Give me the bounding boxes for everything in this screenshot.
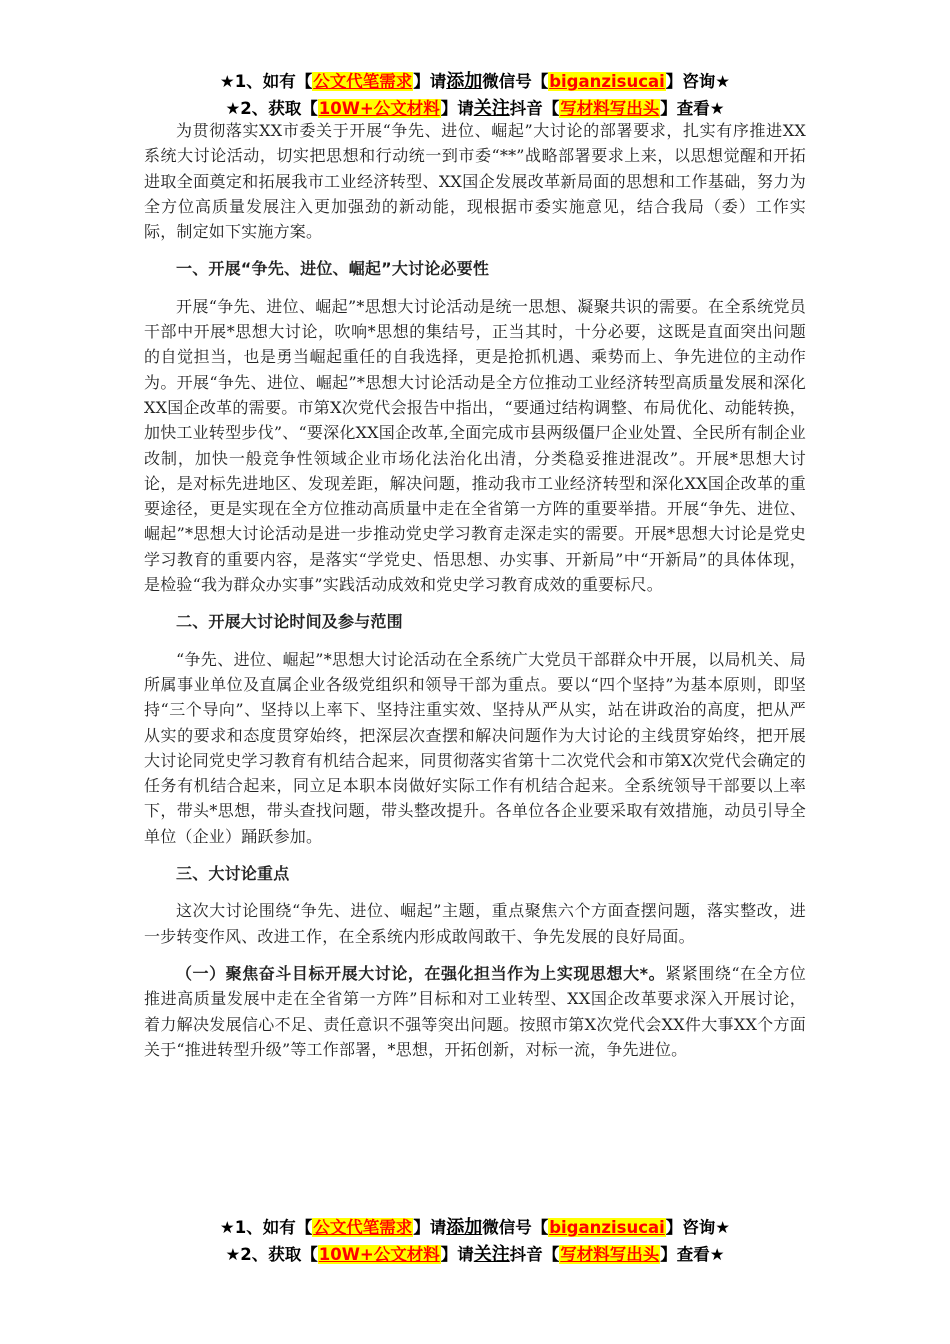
item-1-heading: （一）聚焦奋斗目标开展大讨论，在强化担当作为上实现思想大*。 [176,963,666,983]
section-1-paragraph: 开展“争先、进位、崛起”*思想大讨论活动是统一思想、凝聚共识的需要。在全系统党员干部中开展*思想大讨论，吹响*思想的集结号，正当其时，十分必要，这既是直面突出问题的自觉担当，也是勇当崛起重任的自我选择，更是抢抓机遇、乘势而上、争先进位的主动作为。开展“争先、进位、崛起”*思想大讨论活动是全方位推动工业经济转型高质量发展和深化XX国企改革的需要。市第X次党代会报告中指出，“要通过结构调整、布局优化、动能转换，加快工业转型步伐”、“要深化XX国企改革,全面完成市县两级僵尸企业处置、全民所有制企业改制，加快一般竞争性领域企业市场化法治化出清，分类稳妥推进混改”。开展*思想大讨论，是对标先进地区、发现差距，解决问题，推动我市工业经济转型和深化XX国企改革的重要途径，更是实现在全方位推动高质量中走在全省第一方阵的重要举措。开展“争先、进位、崛起”*思想大讨论活动是进一步推动党史学习教育走深走实的需要。开展*思想大讨论是党史学习教育的重要内容，是落实“学党史、悟思想、办实事、开新局”中“开新局”的具体体现，是检验“我为群众办实事”实践活动成效和党史学习教育成效的重要标尺。 [144,296,806,595]
promo-highlight: biganzisucai [549,72,665,91]
section-3-heading: 三、大讨论重点 [176,864,290,884]
section-1-heading: 一、开展“争先、进位、崛起”大讨论必要性 [176,259,490,279]
promo-banner-top [0,68,950,122]
promo-line-2: ★2、获取【10W+公文材料】请关注抖音【写材料写出头】查看★ [225,98,725,119]
promo-highlight: 公文代笔需求 [313,72,413,91]
promo-highlight: 公文代笔需求 [313,1218,413,1237]
promo-line-1: ★1、如有【公文代笔需求】请添加微信号【biganzisucai】咨询★ [219,71,731,92]
promo-line-1: ★1、如有【公文代笔需求】请添加微信号【biganzisucai】咨询★ [219,1217,731,1238]
section-2-heading: 二、开展大讨论时间及参与范围 [176,612,403,632]
promo-highlight: 写材料写出头 [560,1245,660,1264]
promo-highlight: biganzisucai [549,1218,665,1237]
promo-highlight: 写材料写出头 [560,99,660,118]
promo-highlight: 10W+公文材料 [318,1245,440,1264]
item-1-text: 紧紧围绕“在全方位推进高质量发展中走在全省第一方阵”目标和对工业转型、XX国企改革要求深入开展讨论，着力解决发展信心不足、责任意识不强等突出问题。按照市第X次党代会XX件大事XX个方面关于“推进转型升级”等工作部署，*思想，开拓创新，对标一流，争先进位。 [144,963,806,1059]
section-2-paragraph: “争先、进位、崛起”*思想大讨论活动在全系统广大党员干部群众中开展，以局机关、局所属事业单位及直属企业各级党组织和领导干部为重点。要以“四个坚持”为基本原则，即坚持“三个导向”、坚持以上率下、坚持注重实效、坚持从严从实，站在讲政治的高度，把从严从实的要求和态度贯穿始终，把深层次查摆和解决问题作为大讨论的主线贯穿始终，把开展大讨论同党史学习教育有机结合起来，同贯彻落实省第十二次党代会和市第X次党代会确定的任务有机结合起来，同立足本职本岗做好实际工作有机结合起来。全系统领导干部要以上率下，带头*思想，带头查找问题，带头整改提升。各单位各企业要采取有效措施，动员引导全单位（企业）踊跃参加。 [144,649,806,846]
promo-banner-bottom [0,1214,950,1268]
item-1-paragraph [144,961,806,1062]
intro-paragraph: 为贯彻落实XX市委关于开展“争先、进位、崛起”大讨论的部署要求，扎实有序推进XX系统大讨论活动，切实把思想和行动统一到市委“**”战略部署要求上来，以思想觉醒和开拓进取全面奠定和拓展我市工业经济转型、XX国企发展改革新局面的思想和工作基础，努力为全方位高质量发展注入更加强劲的新动能，现根据市委实施意见，结合我局（委）工作实际，制定如下实施方案。 [144,121,806,242]
document-body [144,118,806,1062]
promo-highlight: 10W+公文材料 [318,99,440,118]
section-3-paragraph: 这次大讨论围绕“争先、进位、崛起”主题，重点聚焦六个方面查摆问题，落实整改，进一步转变作风、改进工作，在全系统内形成敢闯敢干、争先发展的良好局面。 [144,901,806,946]
promo-line-2: ★2、获取【10W+公文材料】请关注抖音【写材料写出头】查看★ [225,1244,725,1265]
